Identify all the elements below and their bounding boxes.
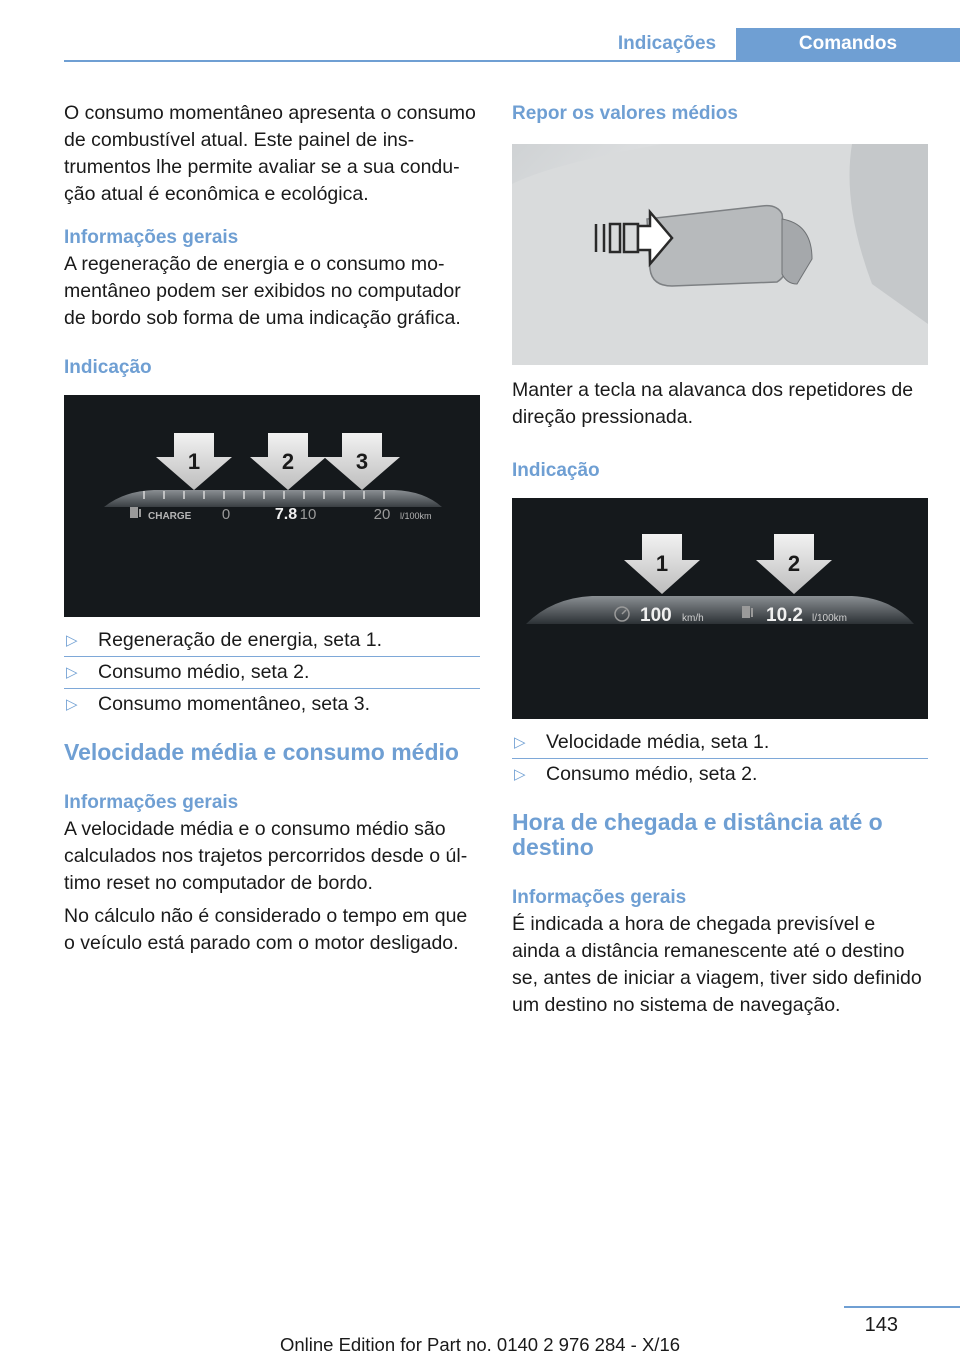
tab-comandos[interactable]: Comandos [736,28,960,62]
triangle-icon: ▷ [66,696,78,713]
triangle-icon: ▷ [514,766,526,783]
display-bar [526,596,914,624]
arrow-1-label: 1 [187,449,201,474]
consumption-display-svg [64,395,480,617]
gauge-arc [104,490,442,507]
arrow-3-label: 3 [355,449,369,474]
general-info-text-right: É indicada a hora de chegada previsível e ainda a distância remanescente até o destino se, antes de iniciar a viagem, tiver sido definido um destino no sistema de navegação. [512,913,922,1016]
arrow-2-label: 2 [787,551,801,576]
consumption-value: 10.2 [766,605,803,626]
unit-label: l/100km [400,511,432,521]
list-item: ▷ Consumo médio, seta 2. [512,759,928,790]
list-item: ▷ Consumo momentâneo, seta 3. [64,689,480,720]
speed-value: 100 [640,605,672,626]
section-heading-average: Velocidade média e consumo médio [64,739,459,765]
scale-left: 0 [221,506,231,523]
header-rule [64,60,960,62]
scale-right: 20 [373,506,391,523]
fuel-pump-icon [130,507,141,518]
speed-unit: km/h [682,613,704,624]
lever-body [647,206,788,286]
scale-mid: 10 [299,506,317,523]
arrow-2-label: 2 [281,449,295,474]
general-info-heading-right: Informações gerais [512,887,687,908]
general-info-text-3: No cálculo não é considerado o tempo em que o veículo está parado com o motor desligado. [64,905,468,954]
turn-signal-lever-figure [512,144,928,365]
right-column [512,100,928,1019]
average-display-svg [512,498,928,719]
edition-footer: Online Edition for Part no. 0140 2 976 284 - X/16 [279,1334,681,1355]
intro-paragraph: O consumo momentâneo apresenta o consumo de combustível atual. Este painel de instrumentos lhe permite avaliar se a sua condução atual é econômica e ecológica. [64,102,476,205]
display-heading: Indicação [64,357,152,378]
list-item: ▷ Consumo médio, seta 2. [64,657,480,689]
section-heading-arrival: Hora de chegada e distância até o destino [512,809,883,860]
current-value: 7.8 [274,506,298,523]
lever-svg [512,144,928,365]
general-info-text-2: A velocidade média e o consumo médio são calculados nos trajetos percorridos desde o último reset no computador de bordo. [64,818,468,894]
footer-rule [844,1306,960,1308]
reset-heading: Repor os valores médios [512,103,738,124]
triangle-icon: ▷ [514,734,526,751]
reset-text: Manter a tecla na alavanca dos repetidores de direção pressionada. [512,379,914,428]
list-item: ▷ Velocidade média, seta 1. [512,727,928,759]
left-bullet-list [64,625,480,720]
consumption-display-figure [64,395,480,617]
general-info-heading-2: Informações gerais [64,792,239,813]
consumption-unit: l/100km [812,613,848,624]
list-item: ▷ Regeneração de energia, seta 1. [64,625,480,657]
left-column [64,100,480,957]
average-display-figure [512,498,928,719]
display-heading-right: Indicação [512,460,600,481]
arrow-1-label: 1 [655,551,669,576]
page-number: 143 [864,1314,898,1336]
triangle-icon: ▷ [66,664,78,681]
tab-indicacoes[interactable]: Indicações [617,33,717,54]
general-info-heading: Informações gerais [64,227,239,248]
triangle-icon: ▷ [66,632,78,649]
general-info-text: A regeneração de energia e o consumo momentâneo podem ser exibidos no computador de bordo sob forma de uma indicação gráfica. [64,253,461,329]
charge-label: CHARGE [148,511,192,522]
right-bullet-list [512,727,928,790]
